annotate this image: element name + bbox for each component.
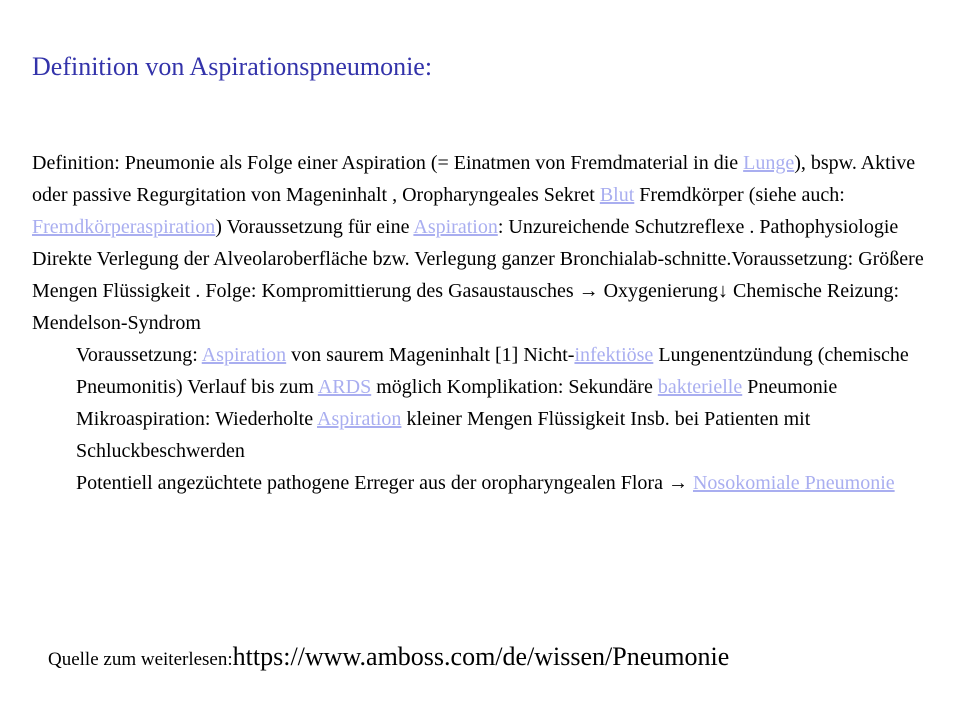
body-text (32, 147, 937, 499)
mendelson-paragraph (76, 339, 937, 467)
link-ards[interactable]: ARDS (317, 376, 372, 398)
definition-paragraph (32, 147, 937, 339)
definition-text-2: ), bspw. Aktive oder passive Regurgitation von Mageninhalt , Oropharyngeales Sekret (32, 152, 916, 206)
link-bakterielle[interactable]: bakterielle (657, 376, 743, 398)
definition-text-3: Fremdkörper (siehe auch: (634, 184, 845, 206)
definition-text-4: ) Voraussetzung für eine (215, 216, 414, 238)
source-line (48, 642, 729, 672)
link-lunge[interactable]: Lunge (743, 152, 795, 174)
mendelson-text-2: von saurem Mageninhalt [1] Nicht- (286, 344, 575, 366)
erreger-text-1: Potentiell angezüchtete pathogene Erreger aus der oropharyngealen Flora → (76, 472, 693, 494)
definition-text-1: Definition: Pneumonie als Folge einer Aspiration (= Einatmen von Fremdmaterial in die (32, 152, 744, 174)
source-label: Quelle zum weiterlesen: (48, 649, 233, 670)
mendelson-text-1: Voraussetzung: (76, 344, 202, 366)
slide-title: Definition von Aspirationspneumonie: (32, 52, 433, 81)
mendelson-text-3: Lungenentzündung (chemische Pneumonitis) Verlauf bis zum (76, 344, 909, 398)
mendelson-text-6: kleiner Mengen Flüssigkeit Insb. bei Patienten mit Schluckbeschwerden (76, 408, 811, 462)
link-blut[interactable]: Blut (599, 184, 635, 206)
link-fremdkoerperaspiration[interactable]: Fremdkörperaspiration (32, 216, 216, 238)
link-aspiration-2[interactable]: Aspiration (201, 344, 287, 366)
source-url[interactable]: https://www.amboss.com/de/wissen/Pneumonie (232, 642, 730, 671)
link-aspiration[interactable]: Aspiration (413, 216, 498, 238)
mendelson-text-4: möglich Komplikation: Sekundäre (371, 376, 658, 398)
erreger-paragraph (76, 467, 937, 499)
mendelson-text-5: Pneumonie Mikroaspiration: Wiederholte (76, 376, 838, 430)
link-aspiration-3[interactable]: Aspiration (317, 408, 402, 430)
link-infektioese[interactable]: infektiöse (574, 344, 654, 366)
link-nosokomiale-pneumonie[interactable]: Nosokomiale Pneumonie (692, 472, 895, 494)
definition-text-5: : Unzureichende Schutzreflexe . Pathophysiologie Direkte Verlegung der Alveolaroberfläche bzw. Verlegung ganzer Bronchialab-schnitte.Voraussetzung: Größere Mengen Flüssigkeit . Folge: Kompromittierung des Gasaustausches → Oxygenierung↓ Chemische Reizung: Mendelson-Syndrom (32, 216, 924, 334)
